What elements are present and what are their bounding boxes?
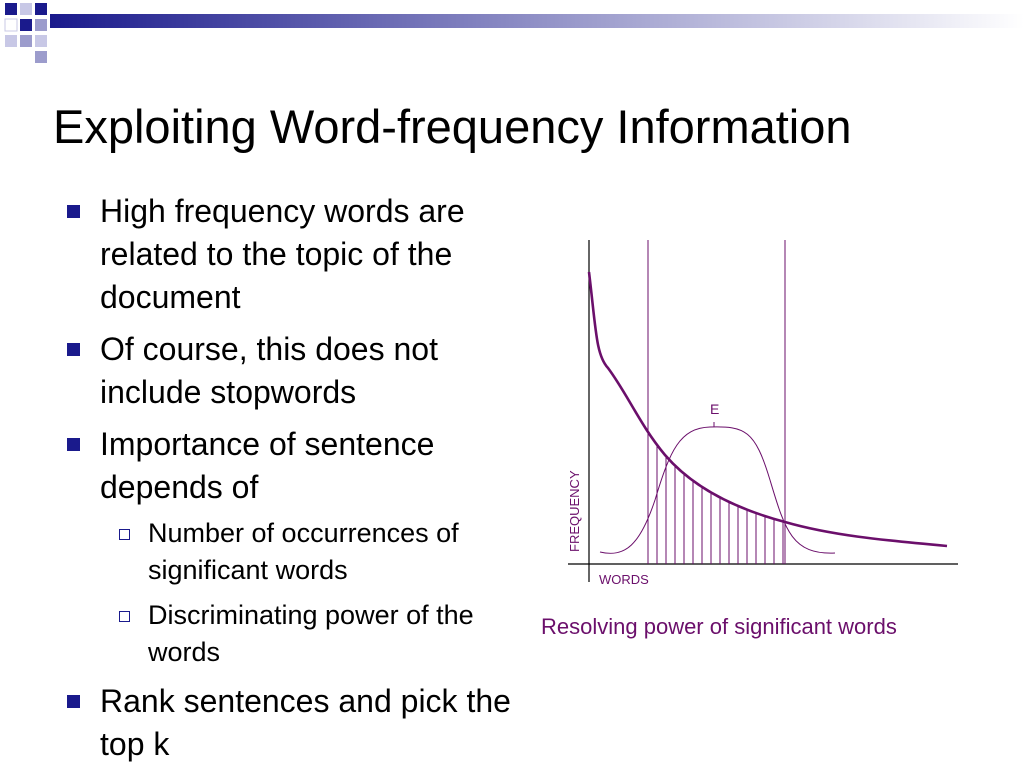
y-axis-label: FREQUENCY [567,470,582,552]
sub-bullet-item [64,597,514,671]
square-bullet-icon [67,205,80,218]
bullet-item [64,328,514,414]
bullet-item [64,190,514,319]
header-decoration [0,0,1024,70]
bullet-text: Rank sentences and pick the top k [100,683,511,762]
sub-bullet-item [64,515,514,589]
bullet-text: Importance of sentence depends of [100,426,435,505]
square-bullet-icon [67,695,80,708]
square-bullet-icon [67,343,80,356]
bullet-text: High frequency words are related to the topic of the document [100,193,465,315]
slide-title: Exploiting Word-frequency Information [53,100,852,153]
hollow-square-bullet-icon [119,529,130,540]
bullet-text: Of course, this does not include stopwords [100,331,438,410]
resolving-power-curve [600,427,835,553]
sub-bullet-text: Number of occurrences of significant words [148,518,459,585]
sub-bullet-text: Discriminating power of the words [148,600,474,667]
sub-bullet-list [64,515,514,671]
square-bullet-icon [67,438,80,451]
resolving-power-figure [555,235,965,595]
hollow-square-bullet-icon [119,611,130,622]
x-axis-label: WORDS [599,572,649,587]
figure-caption: Resolving power of significant words [541,614,897,639]
bullet-item [64,423,514,671]
bullet-item [64,680,514,766]
frequency-curve [589,272,947,546]
bullet-list [64,190,514,768]
curve-label-e: E [710,401,720,417]
